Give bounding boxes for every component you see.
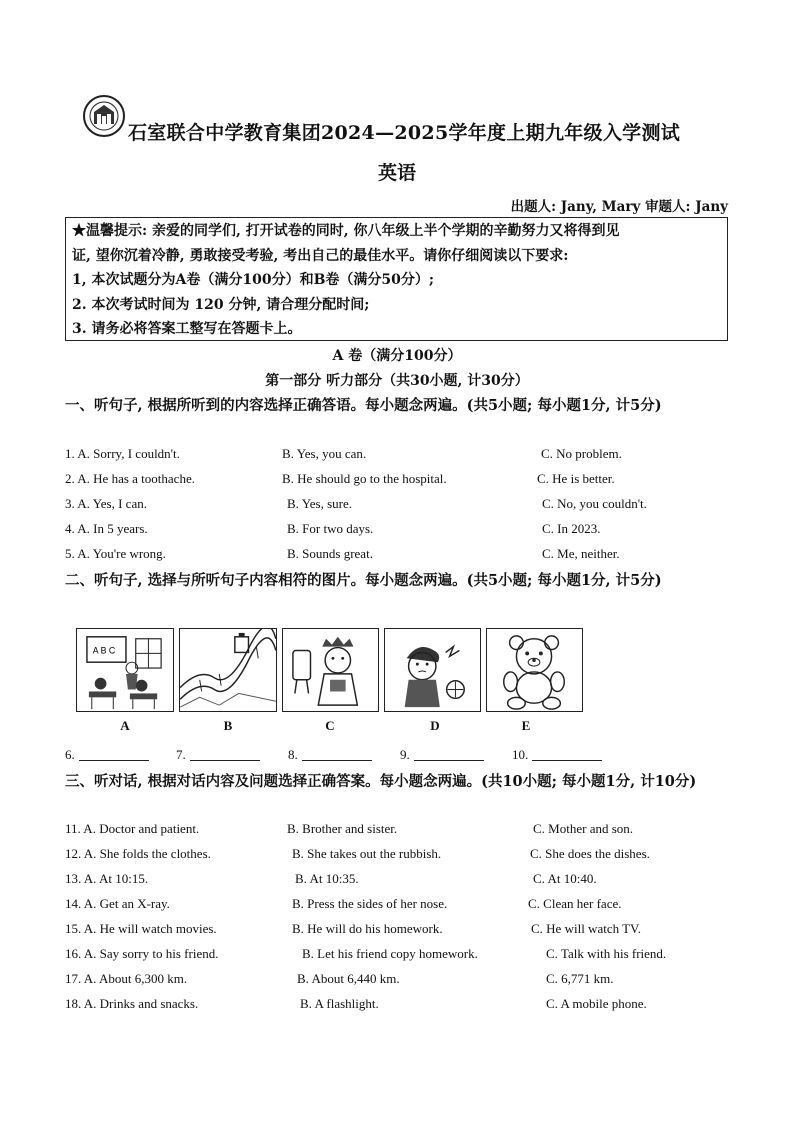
picture-label: C bbox=[325, 718, 335, 733]
teddy-bear-picture bbox=[486, 628, 583, 712]
question-option: B. Brother and sister. bbox=[287, 821, 398, 836]
question-option: B. At 10:35. bbox=[295, 871, 359, 886]
question-option: B. He should go to the hospital. bbox=[282, 471, 447, 486]
question-option: 17. A. About 6,300 km. bbox=[65, 971, 188, 986]
question-option: 13. A. At 10:15. bbox=[65, 871, 149, 886]
answer-blank[interactable] bbox=[288, 747, 372, 763]
blank-number: 10. bbox=[512, 747, 529, 762]
exam-authors: 出题人: Jany, Mary 审题人: Jany bbox=[510, 199, 728, 215]
question-option: B. Yes, you can. bbox=[282, 446, 367, 461]
question-option: B. She takes out the rubbish. bbox=[292, 846, 442, 861]
question-option: C. No problem. bbox=[541, 446, 622, 461]
question-option: 3. A. Yes, I can. bbox=[65, 496, 147, 511]
question-option: B. Let his friend copy homework. bbox=[302, 946, 478, 961]
question-option: 11. A. Doctor and patient. bbox=[65, 821, 200, 836]
blank-number: 8. bbox=[288, 747, 298, 762]
question-option: C. Talk with his friend. bbox=[546, 946, 667, 961]
part-one-heading: 第一部分 听力部分（共30小题, 计30分） bbox=[265, 373, 529, 389]
answer-blank[interactable] bbox=[400, 747, 484, 763]
school-logo bbox=[82, 94, 126, 138]
exam-subject: 英语 bbox=[377, 162, 416, 184]
question-option: C. At 10:40. bbox=[533, 871, 597, 886]
question-option: 4. A. In 5 years. bbox=[65, 521, 148, 536]
blank-number: 9. bbox=[400, 747, 410, 762]
question-option: C. 6,771 km. bbox=[546, 971, 614, 986]
question-option: 12. A. She folds the clothes. bbox=[65, 846, 211, 861]
notice-line: 2. 本次考试时间为 120 分钟, 请合理分配时间; bbox=[72, 296, 370, 313]
question-option: 14. A. Get an X-ray. bbox=[65, 896, 170, 911]
question-option: C. She does the dishes. bbox=[530, 846, 650, 861]
notice-line: ★温馨提示: 亲爱的同学们, 打开试卷的同时, 你八年级上半个学期的辛勤努力又将得到见 bbox=[72, 223, 620, 239]
question-option: 1. A. Sorry, I couldn't. bbox=[65, 446, 180, 461]
picture-label: D bbox=[430, 718, 440, 733]
notice-line: 1, 本次试题分为A卷（满分100分）和B卷（满分50分）; bbox=[72, 272, 435, 288]
question-option: C. In 2023. bbox=[542, 521, 601, 536]
question-option: B. Yes, sure. bbox=[287, 496, 353, 511]
question-option: C. Mother and son. bbox=[533, 821, 634, 836]
answer-blank[interactable] bbox=[512, 747, 602, 763]
section3-heading: 三、听对话, 根据对话内容及问题选择正确答案。每小题念两遍。(共10小题; 每小题1分, 计10分) bbox=[65, 773, 697, 790]
notice-box bbox=[65, 217, 728, 341]
question-option: 5. A. You're wrong. bbox=[65, 546, 166, 561]
question-option: B. About 6,440 km. bbox=[297, 971, 400, 986]
section2-heading: 二、听句子, 选择与所听句子内容相符的图片。每小题念两遍。(共5小题; 每小题1分, 计5分) bbox=[65, 572, 662, 589]
question-option: B. For two days. bbox=[287, 521, 374, 536]
picture-label: B bbox=[223, 718, 233, 733]
question-option: C. A mobile phone. bbox=[546, 996, 647, 1011]
section1-heading: 一、听句子, 根据所听到的内容选择正确答语。每小题念两遍。(共5小题; 每小题1分, 计5分) bbox=[65, 397, 662, 414]
king-mirror-picture bbox=[282, 628, 379, 712]
notice-line: 证, 望你沉着冷静, 勇敢接受考验, 考出自己的最佳水平。请你仔细阅读以下要求: bbox=[72, 247, 569, 264]
exam-title: 石室联合中学教育集团2024—2025学年度上期九年级入学测试 bbox=[128, 122, 681, 144]
svg-text:A B C: A B C bbox=[92, 645, 116, 656]
question-option: 16. A. Say sorry to his friend. bbox=[65, 946, 219, 961]
question-option: B. Sounds great. bbox=[287, 546, 373, 561]
answer-blank[interactable] bbox=[176, 747, 260, 763]
question-option: C. He is better. bbox=[537, 471, 615, 486]
picture-label: E bbox=[521, 718, 531, 733]
question-option: 2. A. He has a toothache. bbox=[65, 471, 195, 486]
question-option: C. Clean her face. bbox=[528, 896, 622, 911]
question-option: C. No, you couldn't. bbox=[542, 496, 647, 511]
volume-a-heading: A 卷（满分100分） bbox=[332, 348, 462, 364]
question-option: C. Me, neither. bbox=[542, 546, 620, 561]
great-wall-picture bbox=[179, 628, 277, 712]
answer-blank[interactable] bbox=[65, 747, 149, 763]
blank-number: 7. bbox=[176, 747, 186, 762]
boy-ball-picture bbox=[384, 628, 481, 712]
blank-number: 6. bbox=[65, 747, 75, 762]
notice-line: 3. 请务必将答案工整写在答题卡上。 bbox=[72, 321, 302, 337]
question-option: B. He will do his homework. bbox=[292, 921, 443, 936]
question-option: C. He will watch TV. bbox=[531, 921, 642, 936]
classroom-picture bbox=[76, 628, 174, 712]
question-option: 18. A. Drinks and snacks. bbox=[65, 996, 199, 1011]
picture-label: A bbox=[120, 718, 130, 733]
question-option: 15. A. He will watch movies. bbox=[65, 921, 217, 936]
question-option: B. Press the sides of her nose. bbox=[292, 896, 448, 911]
question-option: B. A flashlight. bbox=[300, 996, 379, 1011]
